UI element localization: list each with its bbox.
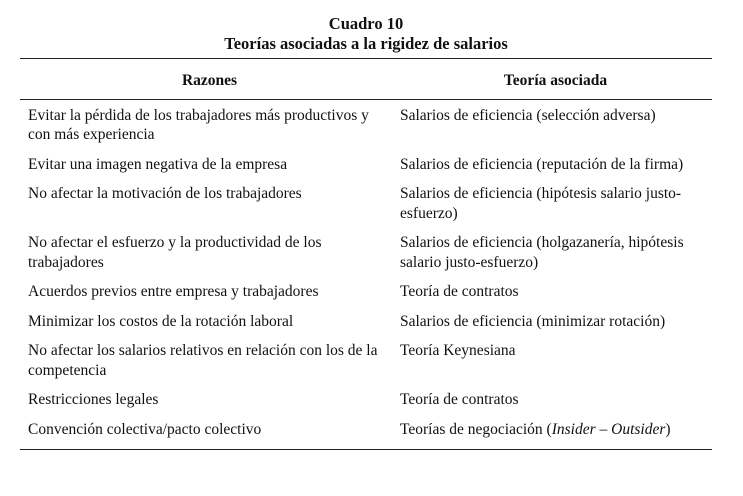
reason-cell: Restricciones legales	[28, 391, 159, 408]
theory-prefix: Teorías de negociación (	[400, 420, 552, 438]
theory-cell: Teoría de contratos	[400, 391, 519, 408]
theory-insider: Insider	[551, 420, 596, 438]
reasons-theories-table	[20, 59, 712, 449]
table-title: Teorías asociadas a la rigidez de salarios	[224, 34, 508, 53]
header-theory: Teoría asociada	[399, 59, 712, 99]
table-row	[20, 390, 712, 420]
theory-cell: Teoría de contratos	[400, 283, 519, 300]
table-row	[20, 282, 712, 312]
reason-cell: No afectar el esfuerzo y la productividad de los trabajadores	[28, 234, 322, 271]
reason-cell: Evitar la pérdida de los trabajadores más productivos y con más experiencia	[28, 106, 369, 143]
table-row	[20, 99, 712, 155]
reason-cell: Convención colectiva/pacto colectivo	[28, 420, 262, 438]
bottom-rule	[20, 449, 712, 450]
table-row	[20, 233, 712, 282]
table-row	[20, 341, 712, 390]
table-number: Cuadro 10	[328, 14, 404, 33]
reason-cell: Evitar una imagen negativa de la empresa	[28, 155, 288, 173]
reason-cell: No afectar la motivación de los trabajadores	[28, 185, 302, 202]
theory-suffix: )	[665, 420, 671, 438]
theory-cell: Salarios de eficiencia (minimizar rotación)	[400, 312, 666, 330]
theory-cell: Salarios de eficiencia (selección adversa)	[400, 106, 656, 124]
reason-cell: Minimizar los costos de la rotación laboral	[28, 312, 294, 330]
table-row	[20, 184, 712, 233]
reason-cell: No afectar los salarios relativos en relación con los de la competencia	[28, 342, 378, 379]
table-figure	[20, 14, 712, 450]
header-reasons: Razones	[20, 59, 399, 99]
table-row	[20, 312, 712, 342]
table-row	[20, 420, 712, 450]
theory-cell: Teoría Keynesiana	[400, 342, 516, 359]
theory-outsider: Outsider	[611, 420, 666, 438]
theory-cell: Salarios de eficiencia (reputación de la firma)	[400, 155, 684, 173]
theory-cell	[399, 420, 712, 450]
table-row	[20, 155, 712, 185]
theory-cell: Salarios de eficiencia (hipótesis salario justo-esfuerzo)	[400, 185, 682, 222]
reason-cell: Acuerdos previos entre empresa y trabajadores	[28, 283, 319, 300]
theory-dash: –	[595, 420, 612, 438]
header-row	[20, 59, 712, 99]
theory-cell: Salarios de eficiencia (holgazanería, hipótesis salario justo-esfuerzo)	[400, 234, 684, 271]
table-caption	[20, 14, 712, 54]
